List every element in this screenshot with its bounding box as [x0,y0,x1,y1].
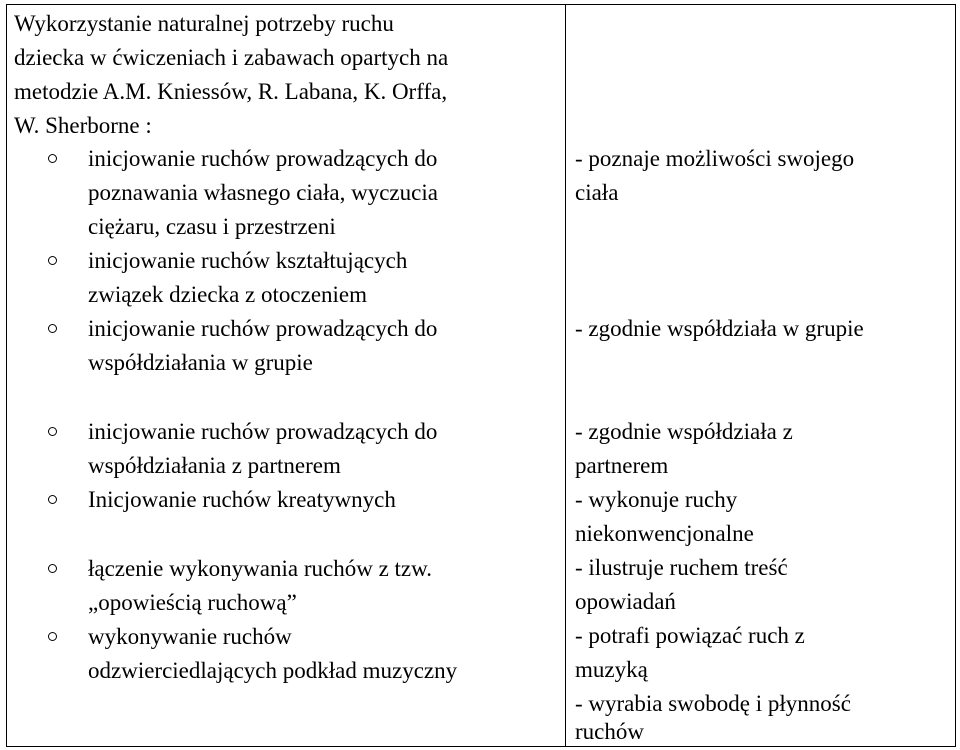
outcome-line: - ilustruje ruchem treść [575,555,788,580]
bullet-icon [48,427,57,436]
bullet-text-line: związek dziecka z otoczeniem [88,282,368,307]
intro-line: W. Sherborne : [14,113,152,138]
outcome-line: partnerem [575,453,669,478]
intro-line: metodzie A.M. Kniessów, R. Labana, K. Orffa, [14,79,448,104]
outcome-line: muzyką [575,657,648,682]
bullet-text-line: poznawania własnego ciała, wyczucia [88,180,438,205]
bullet-text-line: wykonywanie ruchów [88,624,292,649]
bullet-text-line: inicjowanie ruchów prowadzących do [88,146,438,171]
bullet-icon [48,495,57,504]
outcome-line: ciała [575,180,619,205]
bullet-text-line: odzwierciedlających podkład muzyczny [88,658,458,683]
bullet-icon [48,632,57,641]
bullet-text-line: ciężaru, czasu i przestrzeni [88,214,336,239]
outcome-line: - zgodnie współdziała z [575,419,793,444]
bullet-text-line: inicjowanie ruchów prowadzących do [88,419,438,444]
intro-line: dziecka w ćwiczeniach i zabawach opartych na [14,45,449,70]
bullet-icon [48,564,57,573]
bullet-text-line: współdziałania z partnerem [88,453,341,478]
bullet-text-line: Inicjowanie ruchów kreatywnych [88,487,396,512]
outcome-line: ruchów [575,719,644,744]
intro-line: Wykorzystanie naturalnej potrzeby ruchu [14,11,394,36]
outcome-line: - zgodnie współdziała w grupie [575,316,864,341]
outcome-line: niekonwencjonalne [575,521,754,546]
outcome-line: - wykonuje ruchy [575,487,738,512]
bullet-icon [48,324,57,333]
bullet-icon [48,154,57,163]
outcome-line: - wyrabia swobodę i płynność [575,691,851,716]
column-divider [565,5,566,746]
bullet-text-line: inicjowanie ruchów prowadzących do [88,316,438,341]
bullet-text-line: inicjowanie ruchów kształtujących [88,248,408,273]
outcome-line: - potrafi powiązać ruch z [575,623,805,648]
bullet-text-line: łączenie wykonywania ruchów z tzw. [88,556,433,581]
outcome-line: opowiadań [575,589,676,614]
bullet-text-line: „opowieścią ruchową” [88,590,297,615]
bullet-icon [48,256,57,265]
bullet-text-line: współdziałania w grupie [88,350,313,375]
outcome-line: - poznaje możliwości swojego [575,146,855,171]
